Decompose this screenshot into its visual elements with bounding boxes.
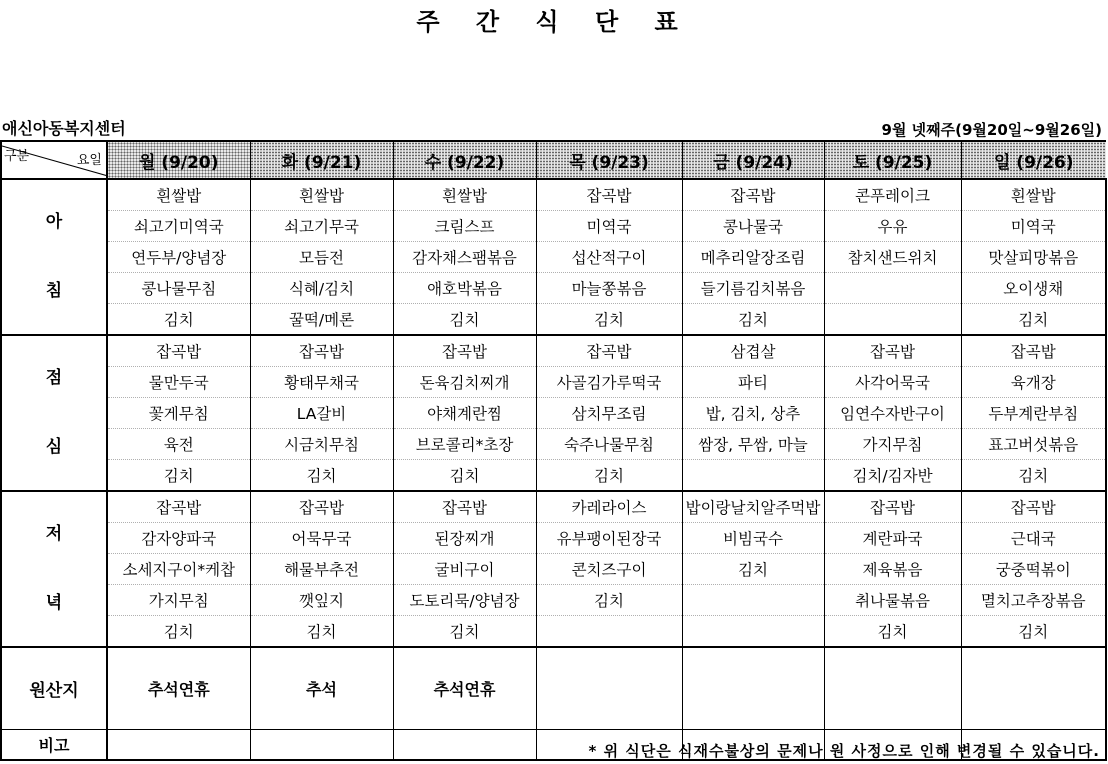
menu-item: 김치 bbox=[393, 460, 536, 492]
origin-cell bbox=[824, 647, 961, 730]
menu-item: 메추리알장조림 bbox=[682, 242, 824, 273]
origin-row bbox=[1, 647, 1106, 730]
menu-item: 잡곡밥 bbox=[250, 491, 393, 523]
menu-item: 크림스프 bbox=[393, 211, 536, 242]
menu-item: 김치 bbox=[961, 616, 1106, 648]
menu-item: 파티 bbox=[682, 367, 824, 398]
menu-item: 콩나물무침 bbox=[107, 273, 250, 304]
menu-item: 김치 bbox=[824, 616, 961, 648]
origin-cell: 추석연휴 bbox=[393, 647, 536, 730]
menu-item: 김치 bbox=[682, 554, 824, 585]
menu-item: 계란파국 bbox=[824, 523, 961, 554]
menu-item: 육개장 bbox=[961, 367, 1106, 398]
day-header: 수 (9/22) bbox=[393, 141, 536, 179]
menu-item: 취나물볶음 bbox=[824, 585, 961, 616]
menu-item: 식혜/김치 bbox=[250, 273, 393, 304]
breakfast-row bbox=[1, 242, 1106, 273]
menu-item: 삼치무조림 bbox=[536, 398, 682, 429]
menu-item bbox=[824, 273, 961, 304]
menu-item: 굴비구이 bbox=[393, 554, 536, 585]
weekly-menu-table bbox=[0, 140, 1107, 761]
menu-item: 숙주나물무침 bbox=[536, 429, 682, 460]
menu-item: 임연수자반구이 bbox=[824, 398, 961, 429]
menu-item: 사골김가루떡국 bbox=[536, 367, 682, 398]
lunch-label bbox=[1, 335, 107, 491]
corner-label-category: 구분 bbox=[4, 149, 30, 164]
menu-item: 잡곡밥 bbox=[393, 335, 536, 367]
menu-item: 궁중떡볶이 bbox=[961, 554, 1106, 585]
menu-item: 소세지구이*케찹 bbox=[107, 554, 250, 585]
breakfast-label-char: 아 bbox=[45, 212, 63, 232]
page-title: 주 간 식 단 표 bbox=[416, 8, 692, 36]
lunch-label-char: 심 bbox=[45, 437, 63, 457]
menu-item: 김치 bbox=[536, 304, 682, 336]
menu-item: 근대국 bbox=[961, 523, 1106, 554]
lunch-row bbox=[1, 335, 1106, 367]
menu-item: 잡곡밥 bbox=[824, 335, 961, 367]
breakfast-label-char: 침 bbox=[45, 281, 63, 301]
menu-item: 쇠고기무국 bbox=[250, 211, 393, 242]
menu-item: 김치 bbox=[961, 460, 1106, 492]
menu-item: 도토리묵/양념장 bbox=[393, 585, 536, 616]
menu-item: 김치 bbox=[536, 460, 682, 492]
menu-item: 김치 bbox=[393, 616, 536, 648]
menu-item: 김치 bbox=[393, 304, 536, 336]
lunch-row bbox=[1, 398, 1106, 429]
lunch-row bbox=[1, 429, 1106, 460]
menu-item: 해물부추전 bbox=[250, 554, 393, 585]
menu-item: 연두부/양념장 bbox=[107, 242, 250, 273]
menu-item: 콘치즈구이 bbox=[536, 554, 682, 585]
menu-item: 쌈장, 무쌈, 마늘 bbox=[682, 429, 824, 460]
menu-item: 모듬전 bbox=[250, 242, 393, 273]
origin-cell bbox=[682, 647, 824, 730]
lunch-label-char: 점 bbox=[45, 368, 63, 388]
remark-cell bbox=[393, 730, 536, 761]
dinner-row bbox=[1, 616, 1106, 648]
day-header: 토 (9/25) bbox=[824, 141, 961, 179]
menu-item: 오이생채 bbox=[961, 273, 1106, 304]
menu-item: 가지무침 bbox=[824, 429, 961, 460]
menu-item: 밥, 김치, 상추 bbox=[682, 398, 824, 429]
menu-item: 잡곡밥 bbox=[107, 335, 250, 367]
menu-item: 비빔국수 bbox=[682, 523, 824, 554]
dinner-row bbox=[1, 491, 1106, 523]
menu-item: 잡곡밥 bbox=[961, 491, 1106, 523]
menu-item: 김치 bbox=[107, 616, 250, 648]
corner-label-day: 요일 bbox=[76, 153, 102, 168]
menu-item bbox=[536, 616, 682, 648]
menu-item: 잡곡밥 bbox=[107, 491, 250, 523]
menu-item: 브로콜리*초장 bbox=[393, 429, 536, 460]
menu-item: 들기름김치볶음 bbox=[682, 273, 824, 304]
menu-item: 멸치고추장볶음 bbox=[961, 585, 1106, 616]
menu-item: LA갈비 bbox=[250, 398, 393, 429]
menu-item bbox=[682, 585, 824, 616]
menu-item: 미역국 bbox=[536, 211, 682, 242]
breakfast-row bbox=[1, 211, 1106, 242]
menu-item: 우유 bbox=[824, 211, 961, 242]
menu-item: 야채계란찜 bbox=[393, 398, 536, 429]
dinner-label-char: 녁 bbox=[45, 593, 63, 613]
menu-item: 김치 bbox=[536, 585, 682, 616]
menu-item: 잡곡밥 bbox=[536, 335, 682, 367]
menu-item: 어묵무국 bbox=[250, 523, 393, 554]
menu-item: 김치 bbox=[250, 616, 393, 648]
menu-item: 꿀떡/메론 bbox=[250, 304, 393, 336]
menu-item: 김치/김자반 bbox=[824, 460, 961, 492]
menu-item: 흰쌀밥 bbox=[393, 179, 536, 211]
day-header: 목 (9/23) bbox=[536, 141, 682, 179]
menu-item: 시금치무침 bbox=[250, 429, 393, 460]
menu-item: 두부계란부침 bbox=[961, 398, 1106, 429]
menu-item: 삼겹살 bbox=[682, 335, 824, 367]
remark-cell bbox=[250, 730, 393, 761]
menu-item bbox=[682, 616, 824, 648]
menu-item: 흰쌀밥 bbox=[107, 179, 250, 211]
remark-cell bbox=[107, 730, 250, 761]
menu-item: 돈육김치찌개 bbox=[393, 367, 536, 398]
breakfast-label bbox=[1, 179, 107, 335]
menu-item: 잡곡밥 bbox=[824, 491, 961, 523]
origin-cell: 추석 bbox=[250, 647, 393, 730]
dinner-label-char: 저 bbox=[45, 524, 63, 544]
day-header: 화 (9/21) bbox=[250, 141, 393, 179]
menu-item: 가지무침 bbox=[107, 585, 250, 616]
menu-item: 된장찌개 bbox=[393, 523, 536, 554]
menu-item: 잡곡밥 bbox=[250, 335, 393, 367]
footnote: * 위 식단은 식재수불상의 문제나 원 사정으로 인해 변경될 수 있습니다. bbox=[588, 742, 1100, 760]
menu-item: 흰쌀밥 bbox=[961, 179, 1106, 211]
menu-item: 마늘쫑볶음 bbox=[536, 273, 682, 304]
dinner-label bbox=[1, 491, 107, 647]
menu-item: 맛살피망볶음 bbox=[961, 242, 1106, 273]
menu-item: 표고버섯볶음 bbox=[961, 429, 1106, 460]
dinner-row bbox=[1, 585, 1106, 616]
menu-body bbox=[1, 179, 1106, 647]
center-name: 애신아동복지센터 bbox=[2, 119, 126, 138]
breakfast-row bbox=[1, 304, 1106, 336]
menu-item: 섭산적구이 bbox=[536, 242, 682, 273]
menu-item: 물만두국 bbox=[107, 367, 250, 398]
menu-item: 감자채스팸볶음 bbox=[393, 242, 536, 273]
remark-label: 비고 bbox=[1, 730, 107, 761]
menu-item: 제육볶음 bbox=[824, 554, 961, 585]
menu-item: 애호박볶음 bbox=[393, 273, 536, 304]
day-header: 금 (9/24) bbox=[682, 141, 824, 179]
menu-item: 잡곡밥 bbox=[536, 179, 682, 211]
menu-item: 콩나물국 bbox=[682, 211, 824, 242]
dinner-row bbox=[1, 554, 1106, 585]
menu-item: 흰쌀밥 bbox=[250, 179, 393, 211]
menu-item: 김치 bbox=[107, 460, 250, 492]
menu-item: 깻잎지 bbox=[250, 585, 393, 616]
menu-item: 미역국 bbox=[961, 211, 1106, 242]
menu-item: 감자양파국 bbox=[107, 523, 250, 554]
breakfast-row bbox=[1, 179, 1106, 211]
origin-label: 원산지 bbox=[1, 647, 107, 730]
origin-cell bbox=[961, 647, 1106, 730]
week-period: 9월 넷째주(9월20일~9월26일) bbox=[881, 121, 1102, 139]
day-header: 월 (9/20) bbox=[107, 141, 250, 179]
origin-cell bbox=[536, 647, 682, 730]
menu-item: 밥이랑날치알주먹밥 bbox=[682, 491, 824, 523]
day-header-row bbox=[1, 141, 1106, 179]
header-corner bbox=[1, 141, 107, 179]
menu-item: 잡곡밥 bbox=[961, 335, 1106, 367]
menu-item bbox=[824, 304, 961, 336]
menu-item bbox=[682, 460, 824, 492]
menu-item: 김치 bbox=[107, 304, 250, 336]
origin-cell: 추석연휴 bbox=[107, 647, 250, 730]
menu-item: 잡곡밥 bbox=[682, 179, 824, 211]
menu-item: 꽃게무침 bbox=[107, 398, 250, 429]
menu-item: 카레라이스 bbox=[536, 491, 682, 523]
lunch-row bbox=[1, 460, 1106, 492]
menu-item: 쇠고기미역국 bbox=[107, 211, 250, 242]
breakfast-row bbox=[1, 273, 1106, 304]
menu-item: 사각어묵국 bbox=[824, 367, 961, 398]
menu-item: 콘푸레이크 bbox=[824, 179, 961, 211]
day-header: 일 (9/26) bbox=[961, 141, 1106, 179]
menu-item: 김치 bbox=[682, 304, 824, 336]
menu-item: 유부팽이된장국 bbox=[536, 523, 682, 554]
lunch-row bbox=[1, 367, 1106, 398]
dinner-row bbox=[1, 523, 1106, 554]
menu-item: 참치샌드위치 bbox=[824, 242, 961, 273]
menu-item: 육전 bbox=[107, 429, 250, 460]
menu-item: 김치 bbox=[961, 304, 1106, 336]
menu-item: 김치 bbox=[250, 460, 393, 492]
menu-item: 잡곡밥 bbox=[393, 491, 536, 523]
menu-item: 황태무채국 bbox=[250, 367, 393, 398]
